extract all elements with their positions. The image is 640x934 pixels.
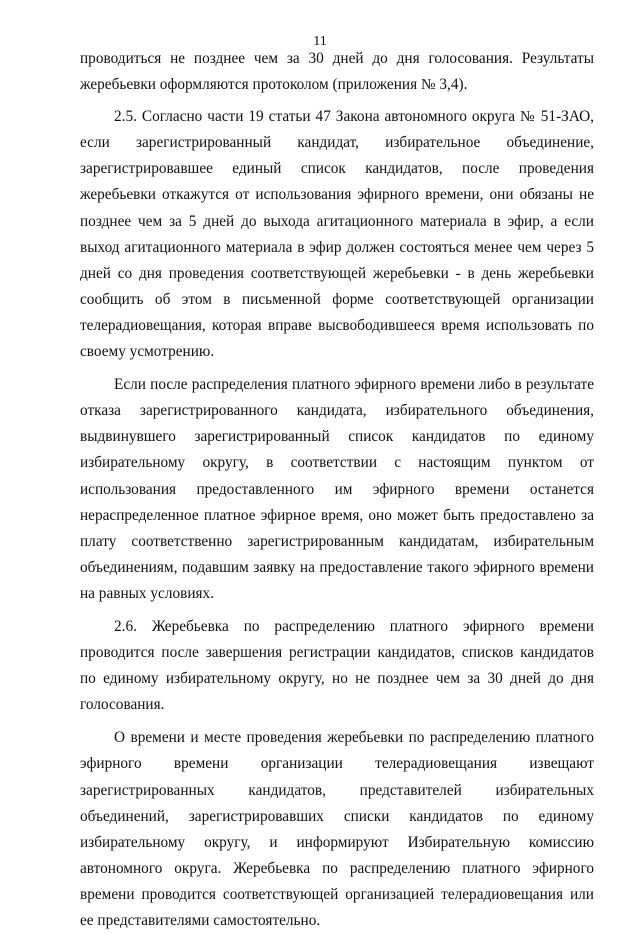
paragraph-unallocated-time: Если после распределения платного эфирного времени либо в результате отказа зарегистрированного кандидата, избирательного объединения, выдвинувшего зарегистрированный список кандидатов по единому избирательному округу, в соответствии с настоящим пунктом от использования предоставленного им эфирного времени останется нераспределенное платное эфирное время, оно может быть предоставлено за плату соответственно зарегистрированным кандидатам, избирательным объединениям, подавшим заявку на предоставление такого эфирного времени на равных условиях. <box>80 376 594 602</box>
paragraph-continuation: проводиться не позднее чем за 30 дней до дня голосования. Результаты жеребьевки оформляются протоколом (приложения № 3,4). <box>80 50 594 94</box>
paragraph-2-6: 2.6. Жеребьевка по распределению платного эфирного времени проводится после завершения регистрации кандидатов, списков кандидатов по единому избирательному округу, но не позднее чем за 30 дней до дня голосования. <box>80 617 594 714</box>
page-number: 11 <box>313 34 327 49</box>
document-body <box>80 46 594 934</box>
paragraph-notification: О времени и месте проведения жеребьевки по распределению платного эфирного времени организации телерадиовещания извещают зарегистрированных кандидатов, представителей избирательных объединений, зарегистрировавших списки кандидатов по единому избирательному округу, и информируют Избирательную комиссию автономного округа. Жеребьевка по распределению платного эфирного времени проводится соответствующей организацией телерадиовещания или ее представителями самостоятельно. <box>80 729 594 929</box>
paragraph-2-5: 2.5. Согласно части 19 статьи 47 Закона автономного округа № 51-ЗАО, если зарегистрированный кандидат, избирательное объединение, зарегистрировавшее единый список кандидатов, после проведения жеребьевки откажутся от использования эфирного времени, они обязаны не позднее чем за 5 дней до выхода агитационного материала в эфир, а если выход агитационного материала в эфир должен состояться менее чем через 5 дней со дня проведения соответствующей жеребьевки - в день жеребьевки сообщить об этом в письменной форме соответствующей организации телерадиовещания, которая вправе высвободившееся время использовать по своему усмотрению. <box>80 108 594 361</box>
